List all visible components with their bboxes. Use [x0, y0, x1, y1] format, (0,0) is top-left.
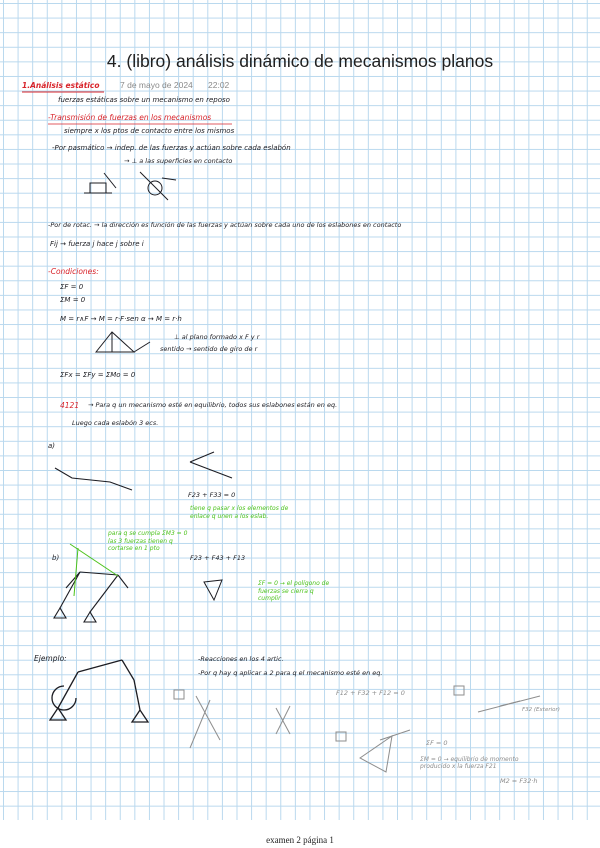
page-time: 22:02	[208, 80, 230, 90]
force-triangle-b	[204, 580, 222, 600]
heading-condiciones: -Condiciones:	[48, 267, 99, 276]
note-line: Fij → fuerza j hace j sobre i	[50, 240, 144, 248]
exercise-number: 4121	[60, 401, 80, 410]
note-line: siempre x los ptos de contacto entre los mismos	[64, 127, 235, 135]
note-line: Luego cada eslabón 3 ecs.	[72, 419, 159, 427]
mechanism-b-sketch	[54, 572, 128, 622]
ejemplo-label: Ejemplo:	[34, 654, 67, 663]
note-line: fuerzas estáticas sobre un mecanismo en reposo	[58, 96, 230, 104]
page-footer: examen 2 página 1	[266, 835, 334, 845]
equation: M = r∧F → M = r·F·sen α → M = r·h	[60, 315, 182, 323]
equation: ΣFx = ΣFy = ΣMo = 0	[60, 371, 136, 379]
green-note: tiene q pasar x los elementos de enlace q unen a los eslab.	[190, 505, 289, 520]
note-line: → ⊥ a las superficies en contacto	[124, 157, 233, 165]
moment-triangle-sketch	[96, 332, 150, 352]
rotational-contact-sketch	[140, 172, 176, 200]
equation: F23 + F43 + F13	[190, 554, 246, 562]
note-line: → Para q un mecanismo esté en equilibrio, todos sus eslabones están en eq.	[88, 401, 338, 409]
example-mechanism-sketch	[50, 660, 148, 722]
note-line: ⊥ al plano formado x F y r	[174, 333, 260, 341]
green-note: para q se cumpla ΣM3 = 0 las 3 fuerzas tienen q cortarse en 1 pto	[108, 530, 188, 552]
green-force-lines-b	[70, 544, 118, 596]
force-vectors-a	[190, 452, 232, 478]
linkage-a-sketch	[55, 468, 132, 490]
equation: ΣF = 0	[60, 283, 84, 291]
gray-free-body-4	[454, 686, 540, 712]
part-label-b: b)	[52, 554, 60, 562]
heading-analisis-estatico: 1.Análisis estático	[22, 81, 100, 90]
gray-note: ΣM = 0 → equilibrio de momento producido x la fuerza F21	[420, 756, 519, 771]
note-line: -Por q hay q aplicar a 2 para q el mecanismo esté en eq.	[198, 669, 383, 677]
gray-free-body-3	[336, 730, 410, 772]
gray-equation: F12 + F32 + F12 = 0	[336, 689, 405, 697]
page-date: 7 de mayo de 2024	[120, 80, 193, 90]
note-line: -Por pasmático → indep. de las fuerzas y actúan sobre cada eslabón	[52, 144, 291, 152]
note-line: -Reacciones en los 4 artic.	[198, 655, 284, 663]
equation: ΣM = 0	[60, 296, 86, 304]
page-title: 4. (libro) análisis dinámico de mecanismos planos	[106, 51, 494, 71]
gray-free-body-2	[276, 706, 290, 734]
note-line: sentido → sentido de giro de r	[160, 345, 258, 353]
prismatic-contact-sketch	[84, 173, 116, 193]
green-note: ΣF = 0 → el polígono de fuerzas se cierra q cumplir	[258, 580, 330, 602]
heading-transmision: -Transmisión de fuerzas en los mecanismos	[48, 113, 212, 122]
gray-equation: M2 = F32·h	[500, 777, 538, 785]
note-line: -Por de rotac. → la dirección es función de las fuerzas y actúan sobre cada uno de los eslabones en contacto	[48, 221, 402, 229]
equation: F23 + F33 = 0	[188, 491, 236, 499]
gray-label: F32 (Exterior)	[522, 707, 560, 713]
gray-equation: ΣF = 0	[426, 739, 448, 747]
gray-free-body-1	[174, 690, 220, 748]
part-label-a: a)	[48, 442, 56, 450]
